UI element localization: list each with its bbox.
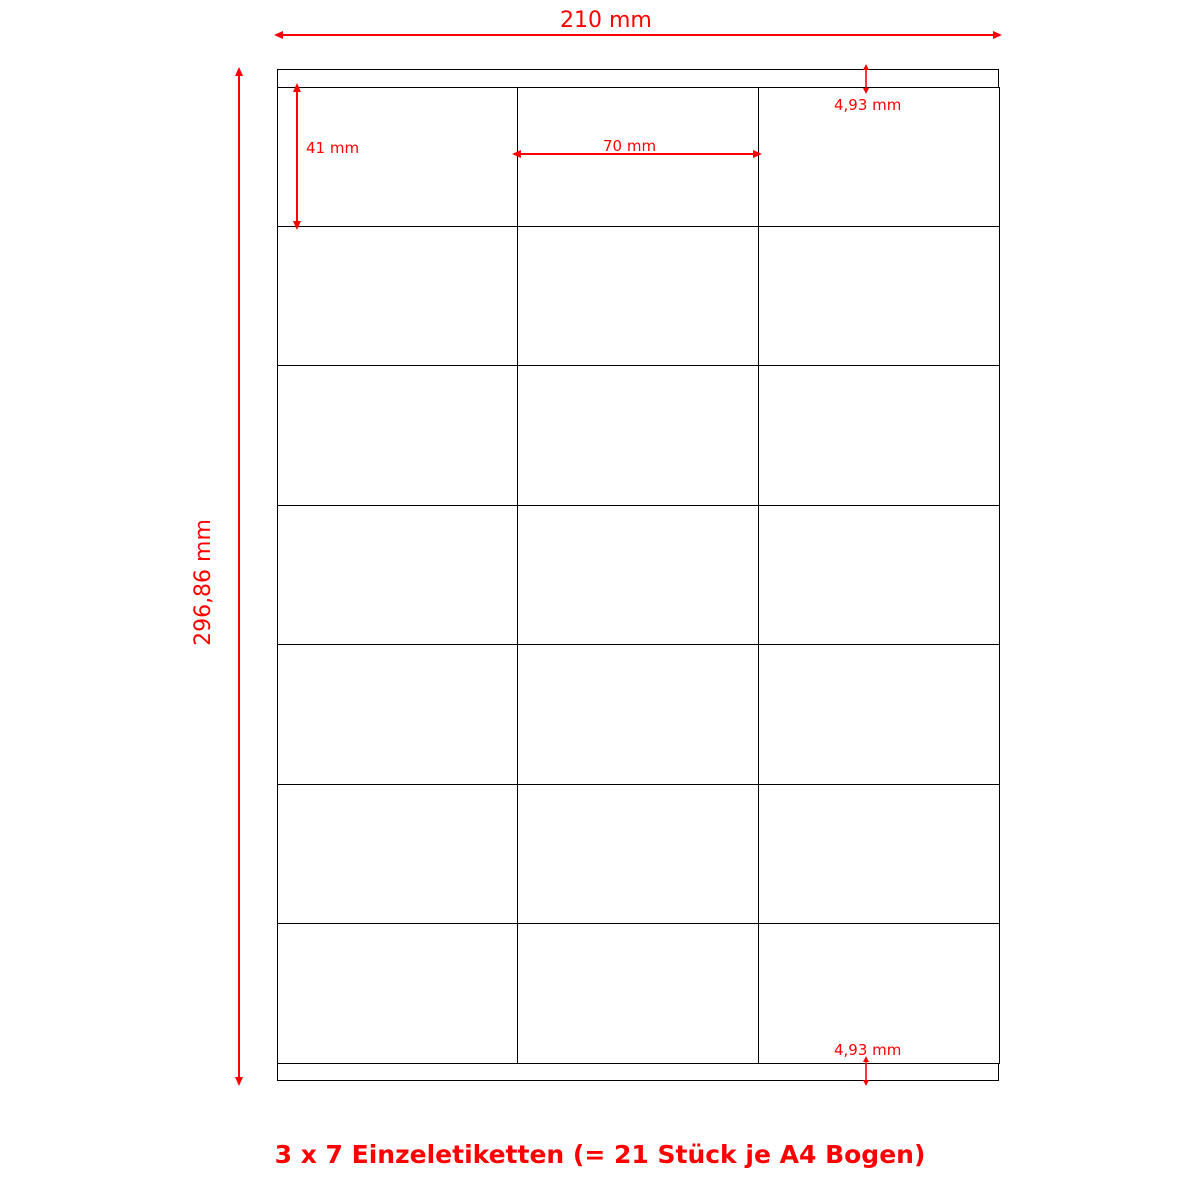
dimension-label-width: 70 mm [603,137,657,155]
diagram-caption: 3 x 7 Einzeletiketten (= 21 Stück je A4 Bogen) [274,1140,926,1169]
dimension-label-height: 41 mm [306,139,360,157]
label-cell [758,365,1000,505]
label-cell [758,644,1000,784]
label-cell [517,365,759,505]
label-cell [517,644,759,784]
dimension-height-left: 296,86 mm [190,519,216,646]
label-cell [517,784,759,924]
label-cell [277,923,519,1063]
label-cell [277,784,519,924]
label-cell [758,226,1000,366]
label-cell [517,505,759,645]
label-cell [517,226,759,366]
dimension-margin-top: 4,93 mm [834,96,902,114]
label-cell [517,923,759,1063]
label-cell [277,644,519,784]
label-cell [758,505,1000,645]
label-cell [758,784,1000,924]
label-grid [277,87,999,1063]
label-cell [277,365,519,505]
label-cell [517,87,759,227]
label-cell [277,505,519,645]
dimension-margin-bottom: 4,93 mm [834,1041,902,1059]
label-cell [277,226,519,366]
dimension-width-top: 210 mm [560,8,652,33]
